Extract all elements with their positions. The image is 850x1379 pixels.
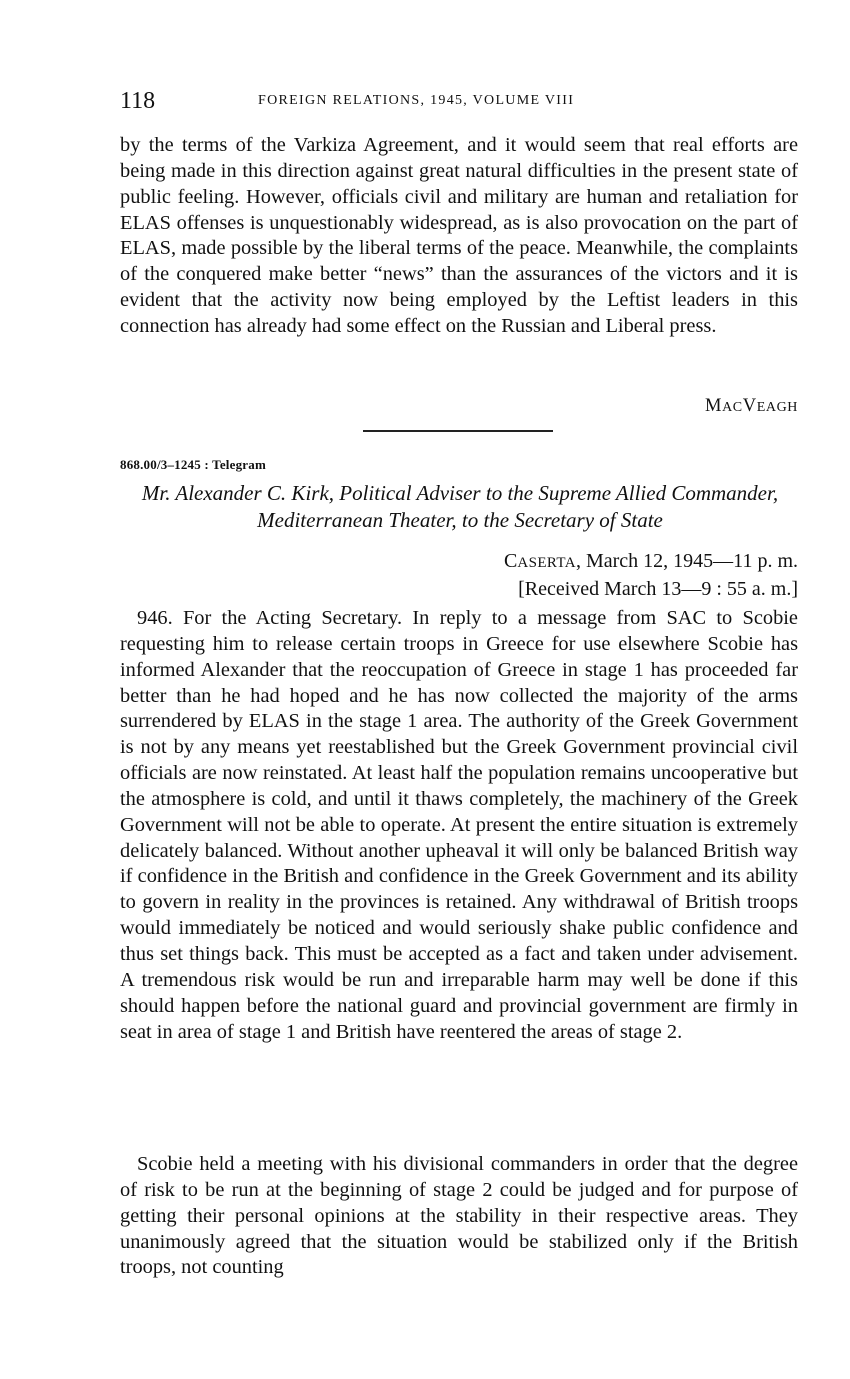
running-header-title: FOREIGN RELATIONS, 1945, VOLUME VIII [258,93,575,108]
dateline-date-sent: , March 12, 1945—11 p. m. [575,550,798,572]
section-divider [363,430,553,432]
dateline [504,548,798,602]
dateline-place-rest: ASERTA [517,555,576,571]
page-number: 118 [120,88,156,114]
file-reference: 868.00/3–1245 : Telegram [120,457,266,472]
document-heading: Mr. Alexander C. Kirk, Political Adviser to the Supreme Allied Commander, Mediterranean Theater, to the Secretary of State [141,481,779,532]
telegram-paragraph-1: 946. For the Acting Secretary. In reply to a message from SAC to Scobie requesting him to release certain troops in Greece for use elsewhere Scobie has informed Alexander that the reoccupation of Greece in stage 1 has proceeded far better than he had hoped and he has now collected the majority of the arms surrendered by ELAS in the stage 1 area. The authority of the Greek Government is not by any means yet reestablished but the Greek Government provincial civil officials are now reinstated. At least half the population remains uncooperative but the atmosphere is cold, and until it thaws completely, the machinery of the Greek Government will not be able to operate. At present the entire situation is extremely delicately balanced. Without another upheaval it will only be balanced British way if confidence in the British and confidence in the Greek Government and its ability to govern in reality in the provinces is retained. Any withdrawal of British troops would immediately be noticed and would seriously shake public confidence and thus set things back. This must be accepted as a fact and taken under advisement. A tremendous risk would be run and irreparable harm may well be done if this should happen before the national guard and provincial government are firmly in seat in area of stage 1 and British have reentered the areas of stage 2. [120,607,798,1043]
dateline-place-cap: C [504,550,518,572]
dateline-received: [Received March 13—9 : 55 a. m.] [518,578,798,600]
signature [705,393,798,421]
dateline-sent [504,548,798,576]
telegram-paragraph-2: Scobie held a meeting with his divisional commanders in order that the degree of risk to be run at the beginning of stage 2 could be judged and for purpose of getting their personal opinions at the stability in their respective areas. They unanimously agreed that the situation would be stabilized only if the British troops, not counting [120,1153,798,1279]
signature-small-caps-a: AC [722,400,743,415]
signature-small-caps-b: EAGH [756,400,798,415]
signature-initial-m: M [705,396,723,416]
signature-initial-v: V [742,396,757,416]
continued-paragraph: by the terms of the Varkiza Agreement, and it would seem that real efforts are being made in this direction against great natural difficulties in the present state of public feeling. However, officials civil and military are human and retaliation for ELAS offenses is unquestionably widespread, as is also provocation on the part of ELAS, made possible by the liberal terms of the peace. Meanwhile, the complaints of the conquered make better “news” than the assurances of the victors and it is evident that the activity now being employed by the Leftist leaders in this connection has already had some effect on the Russian and Liberal press. [120,134,798,337]
running-header [120,86,800,116]
